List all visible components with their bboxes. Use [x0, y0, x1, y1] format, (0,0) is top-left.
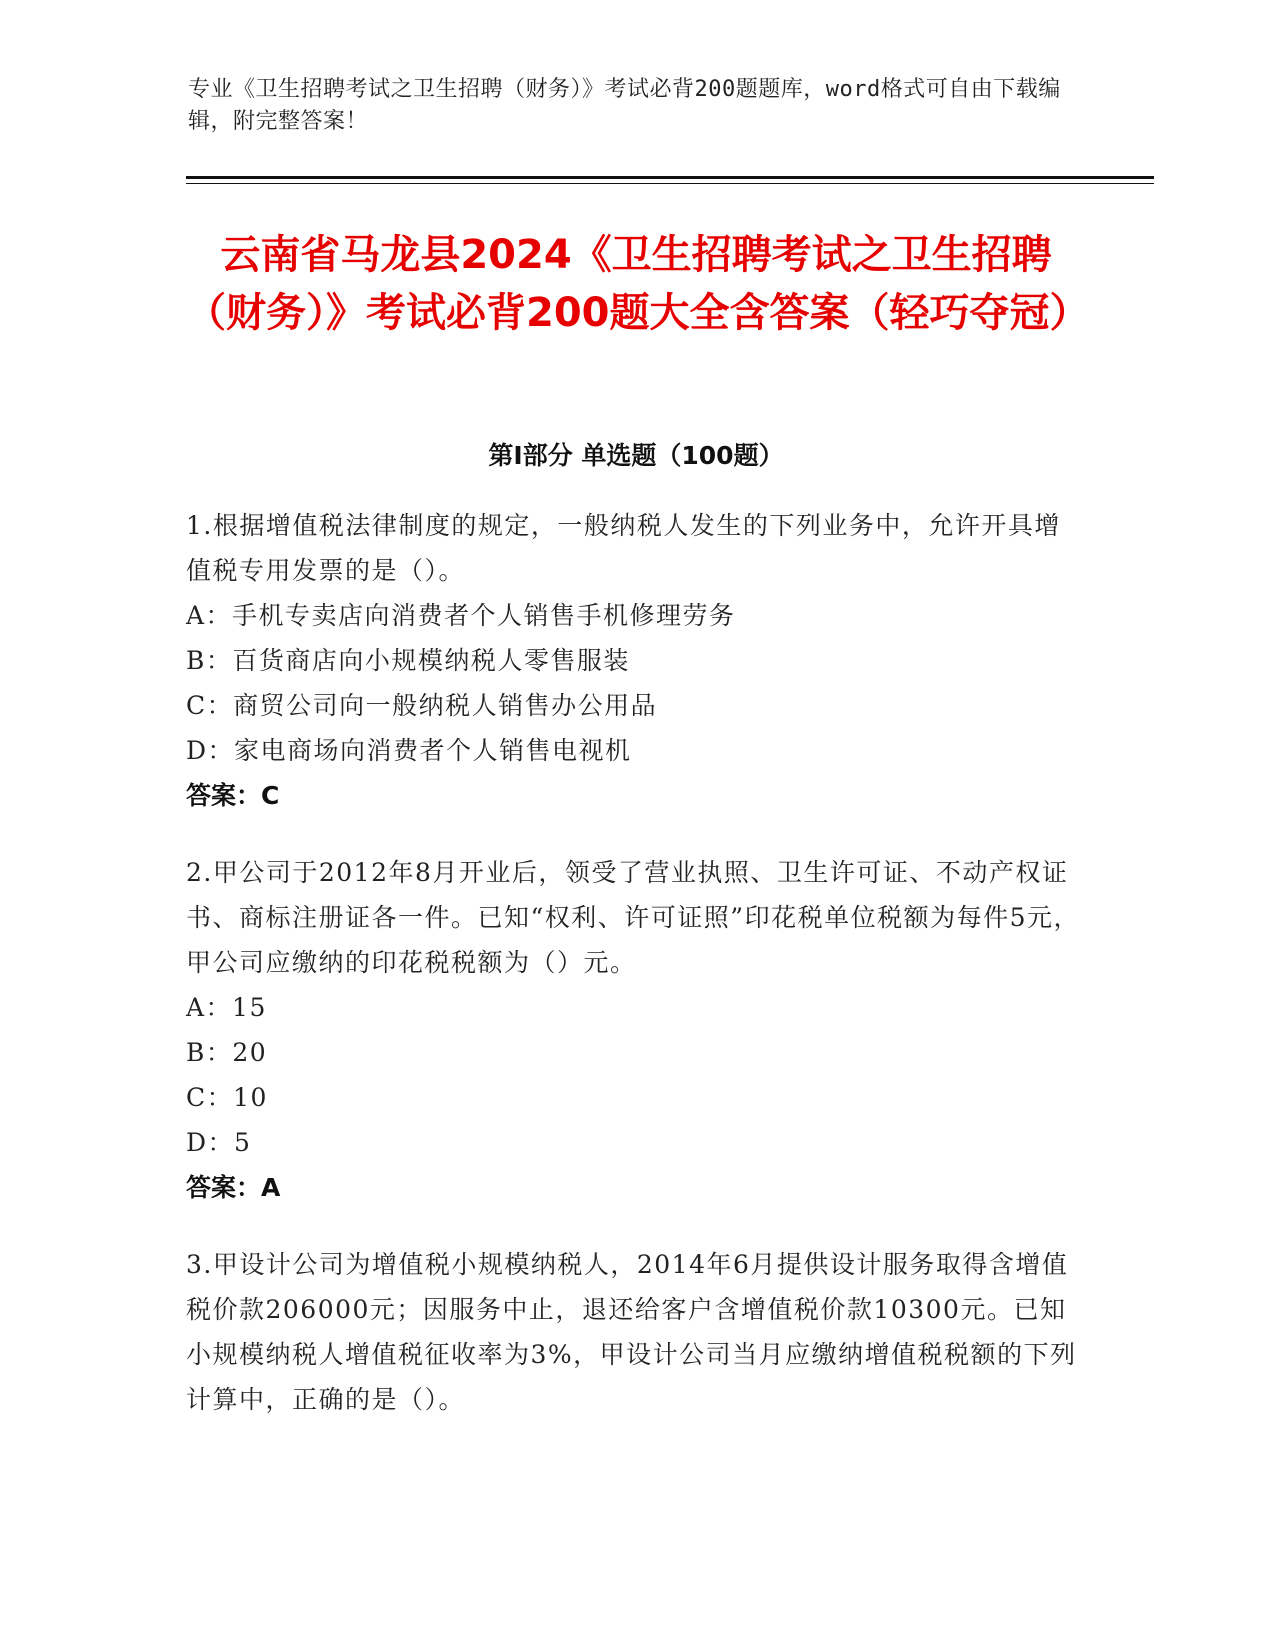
option-list	[186, 593, 1086, 773]
option-a: A：15	[186, 993, 267, 1022]
header-divider-thick	[186, 176, 1154, 179]
answer-line: 答案：A	[186, 1173, 281, 1202]
question-stem: 1.根据增值税法律制度的规定，一般纳税人发生的下列业务中，允许开具增值税专用发票的是（）。	[186, 511, 1061, 585]
header-divider-thin	[186, 183, 1154, 184]
question-1	[186, 503, 1086, 818]
option-b: B：百货商店向小规模纳税人零售服装	[186, 646, 630, 675]
option-d: D：5	[186, 1128, 252, 1157]
header-note: 专业《卫生招聘考试之卫生招聘（财务）》考试必背200题题库，word格式可自由下载编辑，附完整答案！	[188, 77, 1061, 134]
question-stem: 2.甲公司于2012年8月开业后，领受了营业执照、卫生许可证、不动产权证书、商标注册证各一件。已知“权利、许可证照”印花税单位税额为每件5元，甲公司应缴纳的印花税税额为（）元。	[186, 858, 1080, 977]
answer-line: 答案：C	[186, 781, 280, 810]
question-stem: 3.甲设计公司为增值税小规模纳税人，2014年6月提供设计服务取得含增值税价款206000元；因服务中止，退还给客户含增值税价款10300元。已知小规模纳税人增值税征收率为3%，甲设计公司当月应缴纳增值税税额的下列计算中，正确的是（）。	[186, 1250, 1077, 1414]
section-title: 第Ⅰ部分 单选题（100题）	[488, 441, 784, 470]
option-c: C：10	[186, 1083, 268, 1112]
option-d: D：家电商场向消费者个人销售电视机	[186, 736, 632, 765]
question-2	[186, 850, 1086, 1210]
option-c: C：商贸公司向一般纳税人销售办公用品	[186, 691, 658, 720]
option-list	[186, 985, 1086, 1165]
document-title: 云南省马龙县2024《卫生招聘考试之卫生招聘（财务）》考试必背200题大全含答案（轻巧夺冠）	[186, 232, 1090, 336]
option-a: A：手机专卖店向消费者个人销售手机修理劳务	[186, 601, 736, 630]
option-b: B：20	[186, 1038, 268, 1067]
question-3	[186, 1242, 1086, 1422]
